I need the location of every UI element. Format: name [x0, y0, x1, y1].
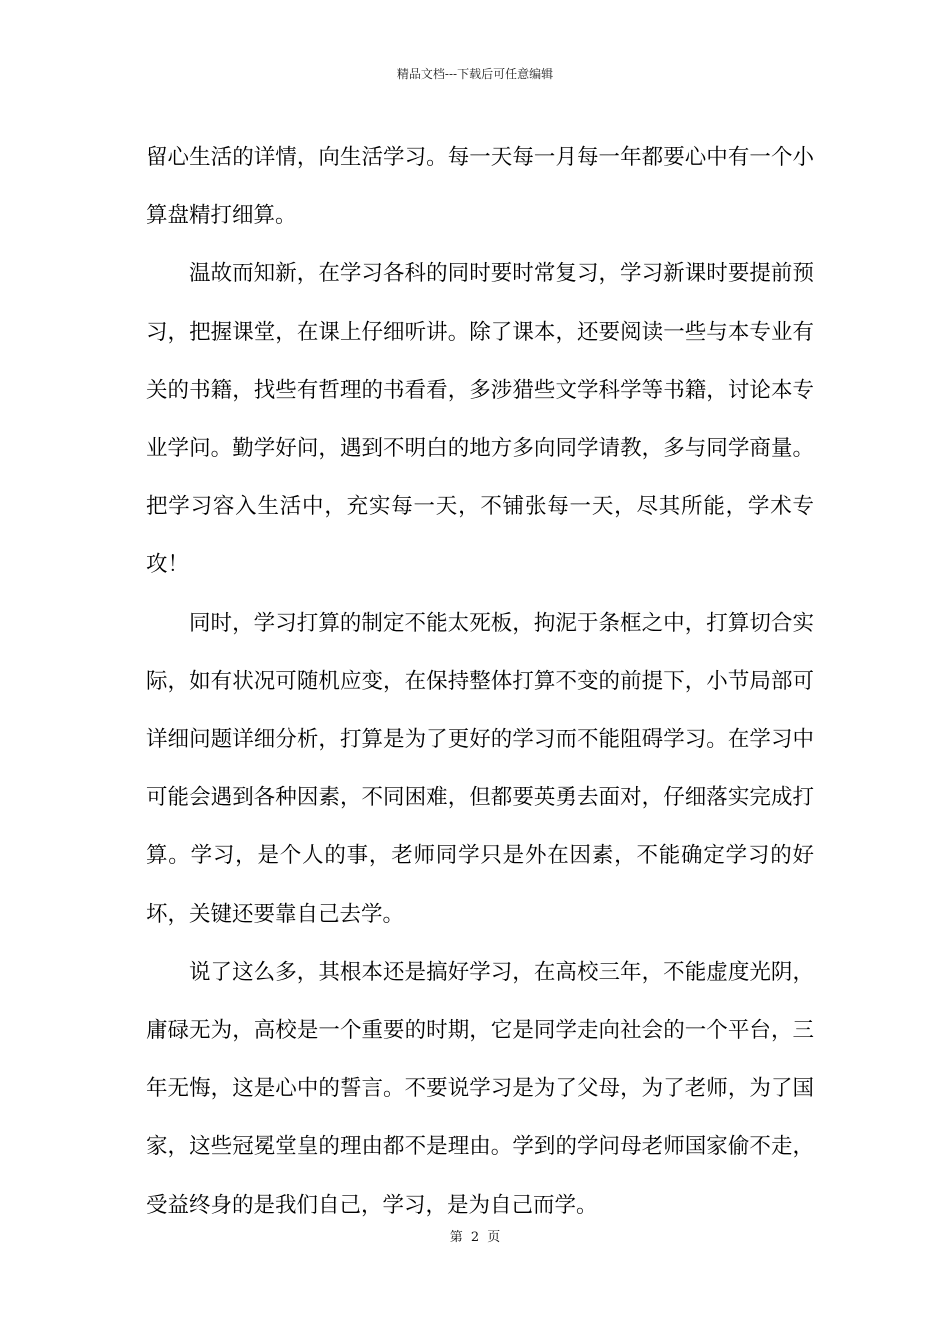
page-number-suffix: 页 — [487, 1230, 501, 1245]
page-header: 精品文档---下载后可任意编辑 — [396, 67, 554, 81]
paragraph-conclusion: 说了这么多，其根本还是搞好学习，在高校三年，不能虚度光阴，庸碌无为，高校是一个重要的时期，它是同学走向社会的一个平台，三年无悔，这是心中的誓言。不要说学习是为了父母，为了老师，为了国家，这些冠冕堂皇的理由都不是理由。学到的学问母老师国家偷不走，受益终身的是我们自己，学习，是为自己而学。 — [146, 959, 814, 1218]
paragraph-review-study: 温故而知新，在学习各科的同时要时常复习，学习新课时要提前预习，把握课堂，在课上仔细听讲。除了课本，还要阅读一些与本专业有关的书籍，找些有哲理的书看看，多涉猎些文学科学等书籍，讨论本专业学问。勤学好问，遇到不明白的地方多向同学请教，多与同学商量。把学习容入生活中，充实每一天，不铺张每一天，尽其所能，学术专攻！ — [146, 261, 814, 578]
document-body — [146, 129, 814, 1235]
page-number: 2 — [470, 1230, 480, 1245]
page-footer — [0, 1229, 950, 1247]
page-number-prefix: 第 — [449, 1230, 463, 1245]
paragraph-continuation: 留心生活的详情，向生活学习。每一天每一月每一年都要心中有一个小算盘精打细算。 — [146, 145, 814, 229]
paragraph-flexible-plan: 同时，学习打算的制定不能太死板，拘泥于条框之中，打算切合实际，如有状况可随机应变，在保持整体打算不变的前提下，小节局部可详细问题详细分析，打算是为了更好的学习而不能阻碍学习。在学习中可能会遇到各种因素，不同困难，但都要英勇去面对，仔细落实完成打算。学习，是个人的事，老师同学只是外在因素，不能确定学习的好坏，关键还要靠自己去学。 — [146, 610, 814, 927]
